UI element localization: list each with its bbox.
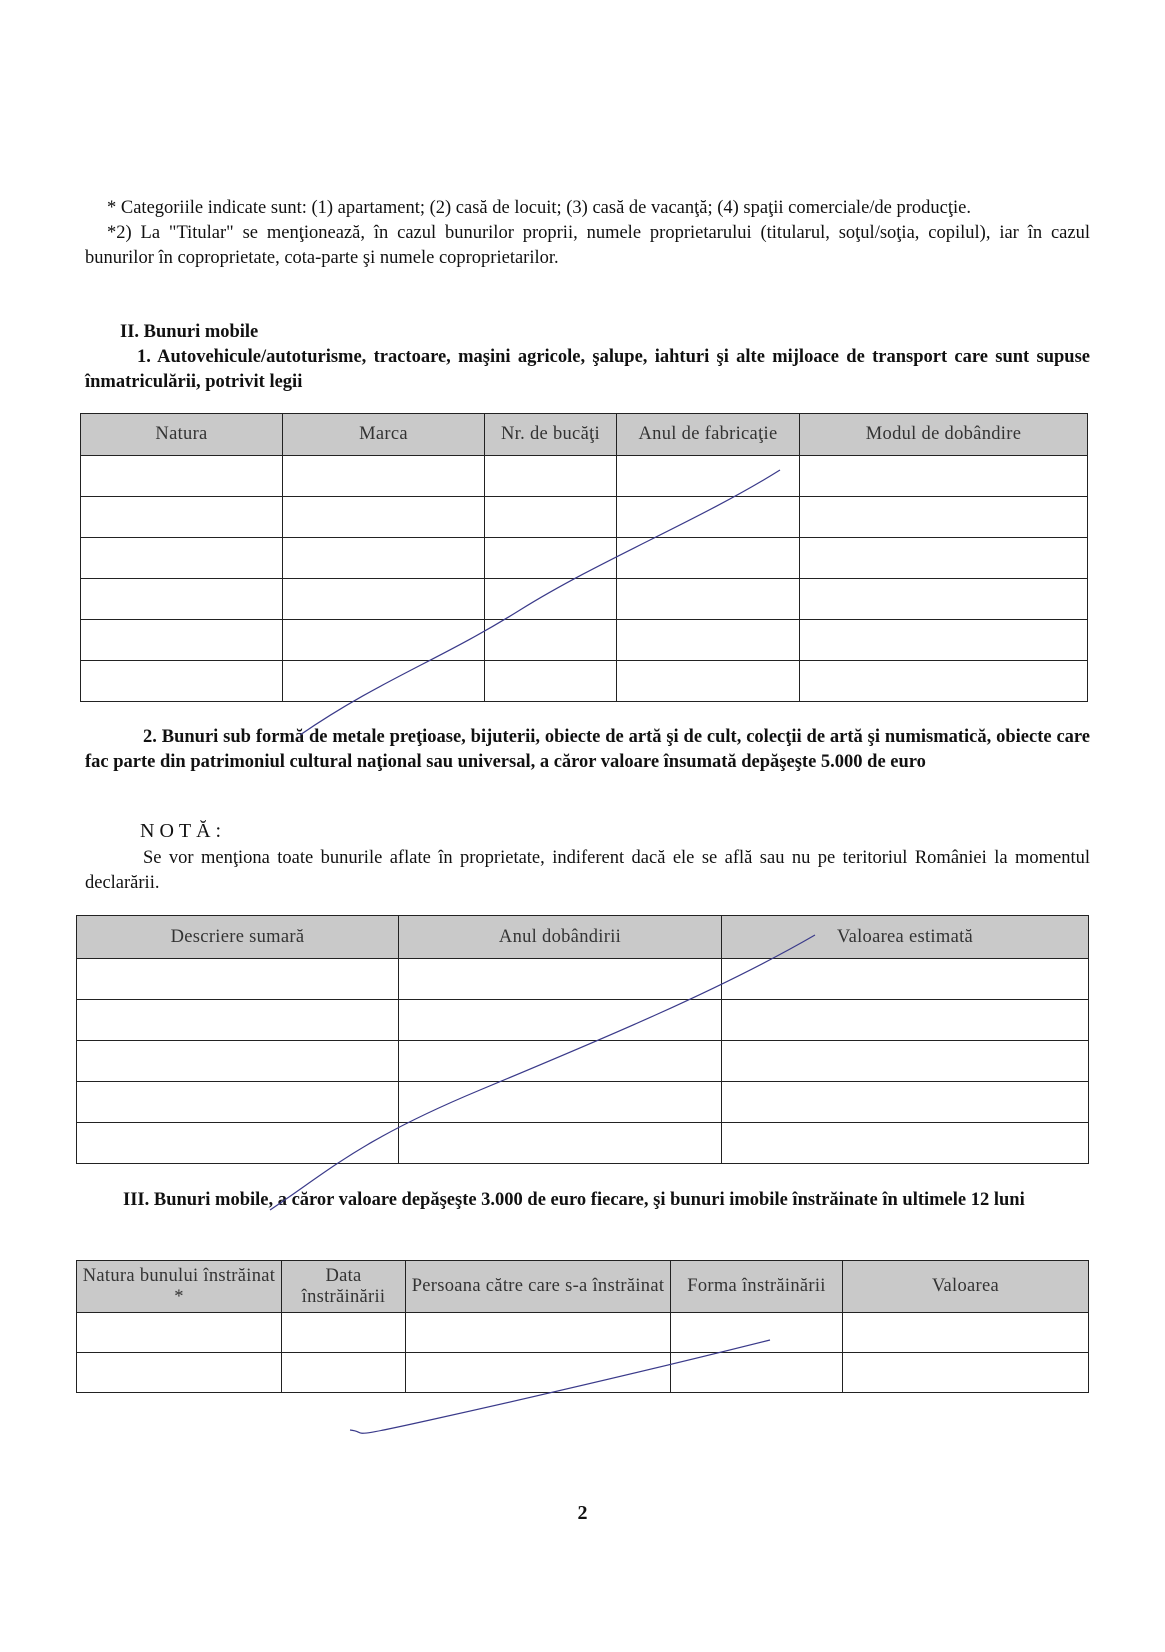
table-row bbox=[77, 1041, 1089, 1082]
col-header-forma: Forma înstrăinării bbox=[671, 1261, 843, 1313]
table-row bbox=[77, 1123, 1089, 1164]
table-cell bbox=[722, 1041, 1089, 1082]
table-row bbox=[81, 497, 1088, 538]
col-header-natura-bunului: Natura bunului înstrăinat * bbox=[77, 1261, 282, 1313]
table-cell bbox=[77, 1041, 399, 1082]
col-header-valoarea-estimata: Valoarea estimată bbox=[722, 916, 1089, 959]
table-cell bbox=[399, 1041, 722, 1082]
table-cell bbox=[77, 1313, 282, 1353]
table-cell bbox=[843, 1313, 1089, 1353]
table-cell bbox=[77, 1123, 399, 1164]
table-cell bbox=[722, 1082, 1089, 1123]
table-row bbox=[81, 456, 1088, 497]
table-cell bbox=[283, 456, 485, 497]
table-cell bbox=[722, 1123, 1089, 1164]
table-cell bbox=[800, 579, 1088, 620]
table-cell bbox=[617, 661, 800, 702]
section-3-title bbox=[85, 1188, 1090, 1213]
col-header-modul-dobandire: Modul de dobândire bbox=[800, 414, 1088, 456]
nota-text bbox=[85, 846, 1090, 896]
table-cell bbox=[485, 538, 617, 579]
table-row bbox=[77, 1353, 1089, 1393]
table-vehicles bbox=[80, 413, 1088, 702]
section-3-text: III. Bunuri mobile, a căror valoare depăşeşte 3.000 de euro fiecare, şi bunuri imobile înstrăinate în ultimele 12 luni bbox=[123, 1190, 1025, 1210]
table-cell bbox=[800, 661, 1088, 702]
table-cell bbox=[283, 661, 485, 702]
table-row bbox=[77, 1313, 1089, 1353]
page-number: 2 bbox=[577, 1502, 588, 1524]
table-cell bbox=[800, 620, 1088, 661]
table-alienated bbox=[76, 1260, 1089, 1393]
table-cell bbox=[617, 456, 800, 497]
table-row bbox=[77, 1082, 1089, 1123]
table-cell bbox=[722, 1000, 1089, 1041]
table-row bbox=[81, 661, 1088, 702]
table-cell bbox=[485, 456, 617, 497]
nota-body: Se vor menţiona toate bunurile aflate în proprietate, indiferent dacă ele se află sau nu pe teritoriul României la momentul declarării. bbox=[85, 848, 1090, 893]
table-cell bbox=[485, 620, 617, 661]
table-cell bbox=[671, 1313, 843, 1353]
table-cell bbox=[283, 497, 485, 538]
table-cell bbox=[485, 497, 617, 538]
subsection-1-text: 1. Autovehicule/autoturisme, tractoare, maşini agricole, şalupe, iahturi şi alte mijloace de transport care sunt supuse înmatriculării, potrivit legii bbox=[85, 347, 1090, 392]
table-cell bbox=[81, 579, 283, 620]
col-header-marca: Marca bbox=[283, 414, 485, 456]
table-cell bbox=[800, 538, 1088, 579]
table-cell bbox=[81, 497, 283, 538]
table-cell bbox=[485, 579, 617, 620]
table-cell bbox=[283, 620, 485, 661]
table-row bbox=[81, 538, 1088, 579]
col-header-persoana: Persoana către care s-a înstrăinat bbox=[406, 1261, 671, 1313]
table-cell bbox=[843, 1353, 1089, 1393]
table-cell bbox=[81, 661, 283, 702]
table-cell bbox=[399, 959, 722, 1000]
table-valuables-header bbox=[77, 916, 1089, 959]
table-cell bbox=[671, 1353, 843, 1393]
table-cell bbox=[617, 538, 800, 579]
table-cell bbox=[81, 620, 283, 661]
subsection-1-title bbox=[85, 345, 1090, 395]
table-cell bbox=[722, 959, 1089, 1000]
table-vehicles-header bbox=[81, 414, 1088, 456]
col-header-natura: Natura bbox=[81, 414, 283, 456]
table-cell bbox=[800, 497, 1088, 538]
table-cell bbox=[283, 538, 485, 579]
table-cell bbox=[617, 497, 800, 538]
col-header-nr-bucati: Nr. de bucăţi bbox=[485, 414, 617, 456]
table-cell bbox=[77, 1000, 399, 1041]
table-cell bbox=[282, 1313, 406, 1353]
footnote-categories: * Categoriile indicate sunt: (1) apartament; (2) casă de locuit; (3) casă de vacanţă; (4) spaţii comerciale/de producţie. bbox=[107, 198, 971, 218]
col-header-descriere: Descriere sumară bbox=[77, 916, 399, 959]
table-cell bbox=[406, 1313, 671, 1353]
footnote-titular: *2) La "Titular" se menţionează, în cazul bunurilor proprii, numele proprietarului (titularul, soţul/soţia, copilul), iar în cazul bunurilor în coproprietate, cota-parte şi numele coproprietarilor. bbox=[85, 223, 1090, 268]
nota-label: NOTĂ: bbox=[140, 820, 227, 842]
table-cell bbox=[283, 579, 485, 620]
table-row bbox=[81, 579, 1088, 620]
table-row bbox=[77, 1000, 1089, 1041]
col-header-anul-dobandirii: Anul dobândirii bbox=[399, 916, 722, 959]
col-header-anul-fabricatie: Anul de fabricaţie bbox=[617, 414, 800, 456]
table-cell bbox=[399, 1123, 722, 1164]
table-cell bbox=[81, 456, 283, 497]
table-cell bbox=[800, 456, 1088, 497]
subsection-2-title bbox=[85, 725, 1090, 775]
table-row bbox=[77, 959, 1089, 1000]
col-header-data-instrainarii: Data înstrăinării bbox=[282, 1261, 406, 1313]
table-cell bbox=[77, 1082, 399, 1123]
table-row bbox=[81, 620, 1088, 661]
table-cell bbox=[81, 538, 283, 579]
table-cell bbox=[406, 1353, 671, 1393]
table-cell bbox=[399, 1000, 722, 1041]
section-title-bunuri-mobile: II. Bunuri mobile bbox=[120, 322, 259, 342]
footnotes bbox=[85, 196, 1090, 271]
table-cell bbox=[399, 1082, 722, 1123]
table-cell bbox=[282, 1353, 406, 1393]
col-header-valoarea: Valoarea bbox=[843, 1261, 1089, 1313]
table-valuables bbox=[76, 915, 1089, 1164]
table-alienated-header bbox=[77, 1261, 1089, 1313]
table-cell bbox=[77, 959, 399, 1000]
table-cell bbox=[617, 620, 800, 661]
table-cell bbox=[485, 661, 617, 702]
table-cell bbox=[617, 579, 800, 620]
subsection-2-text: 2. Bunuri sub formă de metale preţioase, bijuterii, obiecte de artă şi de cult, colecţii de artă şi numismatică, obiecte care fac parte din patrimoniul cultural naţional sau universal, a căror valoare însumată depăşeşte 5.000 de euro bbox=[85, 727, 1090, 772]
table-cell bbox=[77, 1353, 282, 1393]
